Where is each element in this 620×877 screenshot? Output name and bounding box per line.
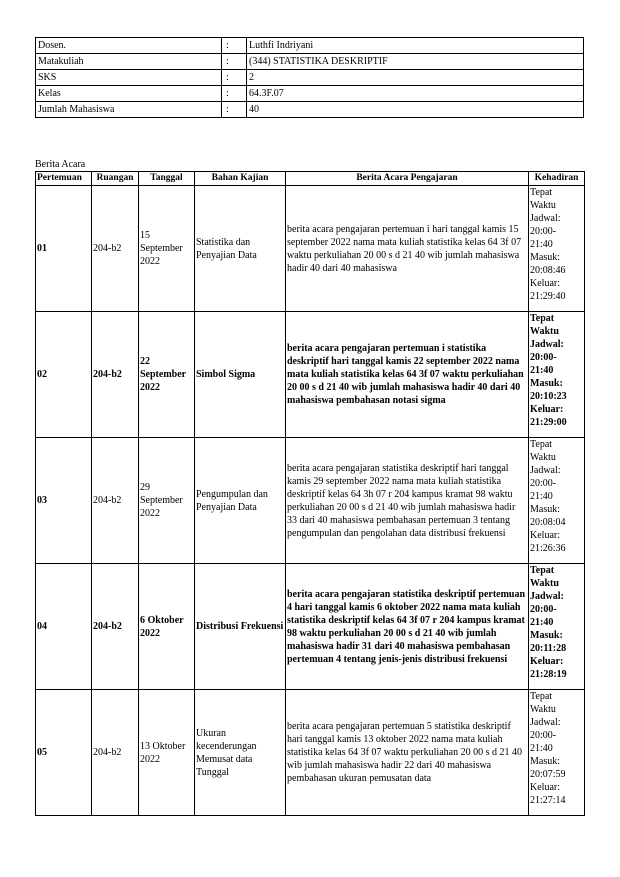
- attendance-line: Keluar:: [530, 656, 564, 667]
- info-value: 40: [247, 102, 584, 118]
- attendance-line: Tepat: [530, 439, 553, 450]
- info-separator: :: [222, 38, 247, 54]
- meeting-room: 204-b2: [92, 564, 139, 690]
- info-label: Jumlah Mahasiswa: [36, 102, 222, 118]
- meeting-room: 204-b2: [92, 312, 139, 438]
- attendance-line: 21:40: [530, 743, 553, 754]
- attendance-line: Waktu: [530, 326, 559, 337]
- meeting-date: 29 September 2022: [139, 438, 195, 564]
- meeting-attendance: [529, 690, 585, 816]
- section-title: Berita Acara: [35, 159, 86, 170]
- attendance-line: Keluar:: [530, 404, 564, 415]
- header-ruangan: Ruangan: [92, 172, 139, 186]
- attendance-line: Masuk:: [530, 630, 563, 641]
- meeting-date: 6 Oktober 2022: [139, 564, 195, 690]
- meeting-report: berita acara pengajaran statistika deskriptif pertemuan 4 hari tanggal kamis 6 oktober 2022 nama mata kuliah statistika deskriptif kelas 64 3f 07 r 204 kampus kramat 98 waktu perkuliahan 20 00 s d 21 40 wib jumlah mahasiswa hadir 31 dari 40 mahasiswa pembahasan pertemuan 4 tentang jenis-jenis distribusi frekuensi: [286, 564, 529, 690]
- attendance-line: 21:40: [530, 239, 553, 250]
- attendance-line: Jadwal:: [530, 339, 564, 350]
- meeting-report: berita acara pengajaran pertemuan 5 statistika deskriptif hari tanggal kamis 13 oktober 2022 nama mata kuliah statistika kelas 64 3f 07 waktu perkuliahan 20 00 s d 21 40 wib jumlah mahasiswa hadir 22 dari 40 mahasiswa pembahasan ukuran pemusatan data: [286, 690, 529, 816]
- header-kehadiran: Kehadiran: [529, 172, 585, 186]
- info-value: 2: [247, 70, 584, 86]
- info-separator: :: [222, 54, 247, 70]
- meeting-number: 03: [36, 438, 92, 564]
- attendance-line: Keluar:: [530, 530, 560, 541]
- attendance-line: 20:00-: [530, 604, 557, 615]
- meeting-room: 204-b2: [92, 438, 139, 564]
- meeting-report: berita acara pengajaran pertemuan i statistika deskriptif hari tanggal kamis 22 september 2022 nama mata kuliah statistika kelas 64 3f 07 waktu perkuliahan 20 00 s d 21 40 wib jumlah mahasiswa hadir 40 dari 40 mahasiswa pembahasan notasi sigma: [286, 312, 529, 438]
- attendance-line: 20:08:04: [530, 517, 566, 528]
- meeting-row: [36, 564, 585, 690]
- meeting-attendance: [529, 564, 585, 690]
- attendance-line: 20:00-: [530, 730, 557, 741]
- info-label: Kelas: [36, 86, 222, 102]
- course-info-row: [36, 86, 584, 102]
- attendance-line: 21:27:14: [530, 795, 566, 806]
- attendance-line: Keluar:: [530, 782, 560, 793]
- attendance-line: Keluar:: [530, 278, 560, 289]
- attendance-line: 21:29:00: [530, 417, 567, 428]
- header-berita-acara: Berita Acara Pengajaran: [286, 172, 529, 186]
- info-value: 64.3F.07: [247, 86, 584, 102]
- attendance-line: 20:08:46: [530, 265, 566, 276]
- meeting-attendance: [529, 438, 585, 564]
- attendance-line: 21:29:40: [530, 291, 566, 302]
- meeting-topic: Statistika dan Penyajian Data: [195, 186, 286, 312]
- info-label: Dosen.: [36, 38, 222, 54]
- attendance-line: Waktu: [530, 200, 556, 211]
- info-separator: :: [222, 70, 247, 86]
- attendance-line: 20:07:59: [530, 769, 566, 780]
- course-info-row: [36, 54, 584, 70]
- attendance-line: 20:11:28: [530, 643, 567, 654]
- attendance-line: Jadwal:: [530, 591, 564, 602]
- attendance-line: 21:40: [530, 491, 553, 502]
- attendance-line: 20:00-: [530, 352, 557, 363]
- meeting-room: 204-b2: [92, 690, 139, 816]
- attendance-line: Waktu: [530, 704, 556, 715]
- meeting-number: 04: [36, 564, 92, 690]
- info-label: SKS: [36, 70, 222, 86]
- meeting-room: 204-b2: [92, 186, 139, 312]
- header-tanggal: Tanggal: [139, 172, 195, 186]
- info-value: Luthfi Indriyani: [247, 38, 584, 54]
- meeting-row: [36, 312, 585, 438]
- attendance-line: 20:00-: [530, 478, 557, 489]
- meeting-row: [36, 690, 585, 816]
- attendance-line: 21:40: [530, 365, 554, 376]
- meeting-date: 15 September 2022: [139, 186, 195, 312]
- meeting-row: [36, 186, 585, 312]
- attendance-line: Tepat: [530, 187, 553, 198]
- course-info-body: [36, 38, 584, 118]
- attendance-line: Masuk:: [530, 378, 563, 389]
- course-info-table: [35, 37, 584, 118]
- attendance-line: 20:10:23: [530, 391, 567, 402]
- attendance-line: Masuk:: [530, 756, 560, 767]
- attendance-line: Jadwal:: [530, 213, 561, 224]
- course-info-row: [36, 102, 584, 118]
- berita-acara-body: [36, 186, 585, 816]
- meeting-topic: Ukuran kecenderungan Memusat data Tunggal: [195, 690, 286, 816]
- attendance-line: Tepat: [530, 691, 553, 702]
- attendance-line: Waktu: [530, 452, 556, 463]
- attendance-line: Masuk:: [530, 252, 560, 263]
- attendance-line: Masuk:: [530, 504, 560, 515]
- attendance-line: Tepat: [530, 565, 555, 576]
- meeting-number: 01: [36, 186, 92, 312]
- meeting-topic: Pengumpulan dan Penyajian Data: [195, 438, 286, 564]
- meeting-number: 02: [36, 312, 92, 438]
- meeting-row: [36, 438, 585, 564]
- attendance-line: Jadwal:: [530, 717, 561, 728]
- meeting-topic: Simbol Sigma: [195, 312, 286, 438]
- meeting-date: 22 September 2022: [139, 312, 195, 438]
- attendance-line: Jadwal:: [530, 465, 561, 476]
- attendance-line: Tepat: [530, 313, 555, 324]
- berita-acara-table: [35, 171, 585, 816]
- meeting-date: 13 Oktober 2022: [139, 690, 195, 816]
- course-info-row: [36, 38, 584, 54]
- meeting-report: berita acara pengajaran statistika deskriptif hari tanggal kamis 29 september 2022 nama mata kuliah statistika deskriptif kelas 64 3h 07 r 204 kampus kramat 98 waktu perkuliahan 20 00 s d 21 40 wib jumlah mahasiswa hadir 33 dari 40 mahasiswa pembahasan pertemuan 3 tentang pengumpulan dan pengolahan data distribusi frekuensi: [286, 438, 529, 564]
- attendance-line: 21:40: [530, 617, 554, 628]
- header-bahan-kajian: Bahan Kajian: [195, 172, 286, 186]
- course-info-row: [36, 70, 584, 86]
- info-value: (344) STATISTIKA DESKRIPTIF: [247, 54, 584, 70]
- meeting-attendance: [529, 186, 585, 312]
- attendance-line: 20:00-: [530, 226, 557, 237]
- meeting-topic: Distribusi Frekuensi: [195, 564, 286, 690]
- meeting-attendance: [529, 312, 585, 438]
- berita-acara-header: [36, 172, 585, 186]
- attendance-line: Waktu: [530, 578, 559, 589]
- info-label: Matakuliah: [36, 54, 222, 70]
- info-separator: :: [222, 86, 247, 102]
- header-pertemuan: Pertemuan: [36, 172, 92, 186]
- meeting-number: 05: [36, 690, 92, 816]
- info-separator: :: [222, 102, 247, 118]
- attendance-line: 21:28:19: [530, 669, 567, 680]
- attendance-line: 21:26:36: [530, 543, 566, 554]
- meeting-report: berita acara pengajaran pertemuan i hari tanggal kamis 15 september 2022 nama mata kuliah statistika kelas 64 3f 07 waktu perkuliahan 20 00 s d 21 40 wib jumlah mahasiswa hadir 40 dari 40 mahasiswa: [286, 186, 529, 312]
